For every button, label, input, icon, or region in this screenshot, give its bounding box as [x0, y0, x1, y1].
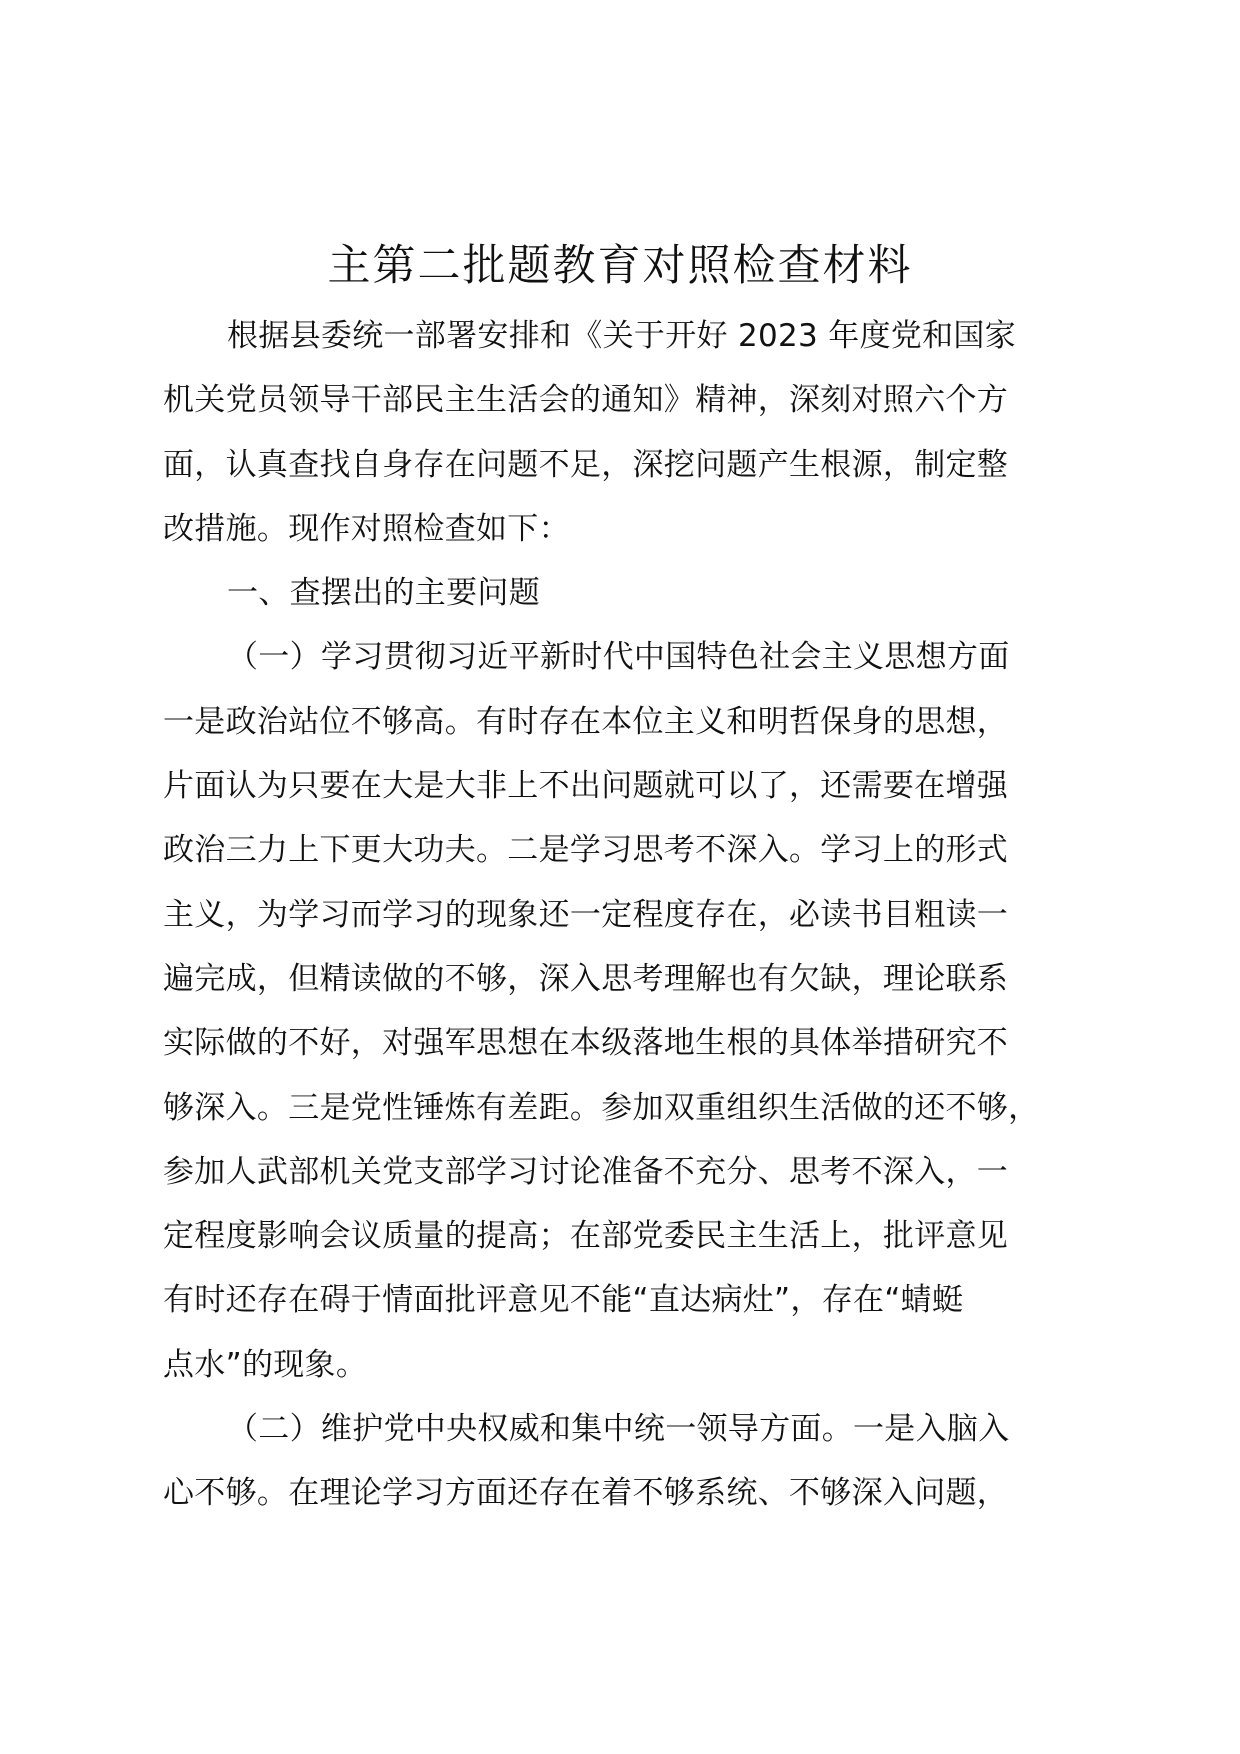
paragraph-line: 有时还存在碍于情面批评意见不能“直达病灶”，存在“蜻蜓	[163, 1282, 964, 1319]
paragraph-line: 参加人武部机关党支部学习讨论准备不充分、思考不深入，一	[163, 1153, 1009, 1190]
paragraph-line: 定程度影响会议质量的提高；在部党委民主生活上，批评意见	[163, 1218, 1009, 1255]
paragraph-line: 改措施。现作对照检查如下：	[163, 510, 570, 547]
paragraph-line: 片面认为只要在大是大非上不出问题就可以了，还需要在增强	[163, 768, 1009, 805]
paragraph-line: 够深入。三是党性锤炼有差距。参加双重组织生活做的还不够，	[163, 1089, 1040, 1126]
paragraph-line: 遍完成，但精读做的不够，深入思考理解也有欠缺，理论联系	[163, 960, 1009, 997]
paragraph-line: 机关党员领导干部民主生活会的通知》精神，深刻对照六个方	[163, 382, 1009, 419]
paragraph-line: 实际做的不好，对强军思想在本级落地生根的具体举措研究不	[163, 1025, 1009, 1062]
document-title: 主第二批题教育对照检查材料	[327, 241, 913, 291]
subsection-heading: （一）学习贯彻习近平新时代中国特色社会主义思想方面	[227, 639, 1010, 676]
paragraph-line: 根据县委统一部署安排和《关于开好 2023 年度党和国家	[227, 318, 1016, 354]
document-body	[163, 304, 1113, 1526]
section-heading: 一、查摆出的主要问题	[227, 575, 540, 612]
paragraph-line: 面，认真查找自身存在问题不足，深挖问题产生根源，制定整	[163, 446, 1009, 483]
paragraph-line: 点水”的现象。	[163, 1346, 368, 1383]
paragraph-line: 政治三力上下更大功夫。二是学习思考不深入。学习上的形式	[163, 832, 1009, 869]
paragraph-line: 心不够。在理论学习方面还存在着不够系统、不够深入问题，	[163, 1475, 1009, 1512]
subsection-heading: （二）维护党中央权威和集中统一领导方面。一是入脑入	[227, 1411, 1010, 1448]
paragraph-line: 一是政治站位不够高。有时存在本位主义和明哲保身的思想，	[163, 703, 1009, 740]
paragraph-line: 主义，为学习而学习的现象还一定程度存在，必读书目粗读一	[163, 896, 1009, 933]
